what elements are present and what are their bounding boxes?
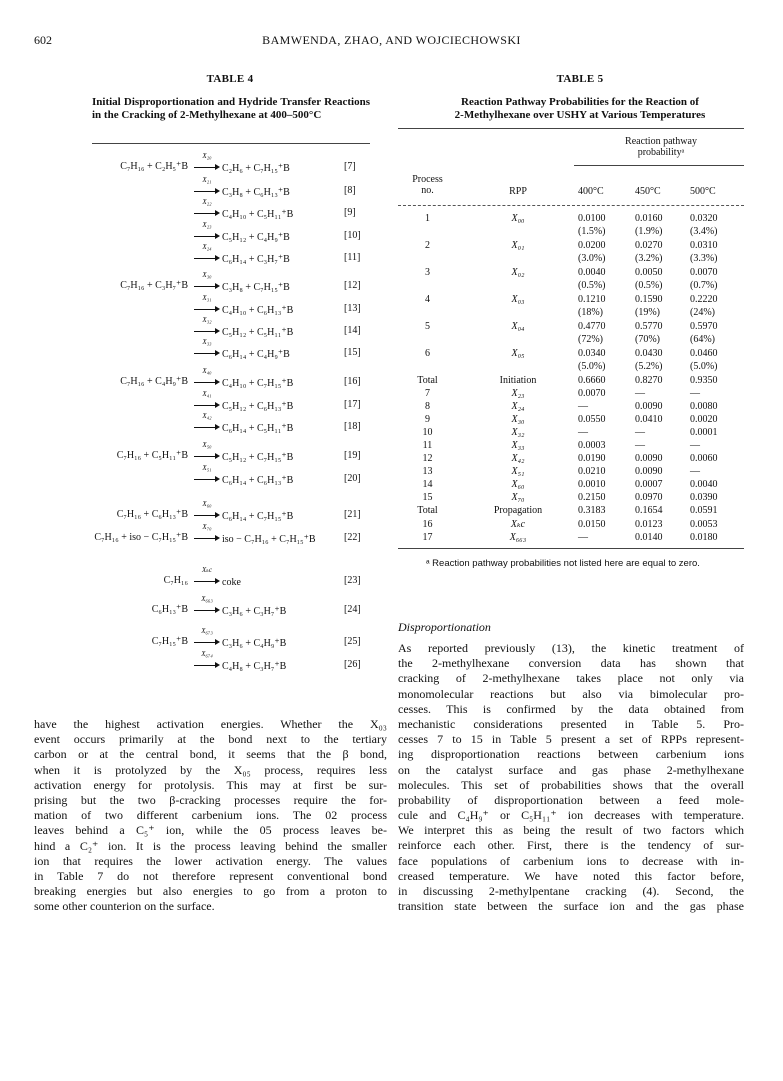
process-number-cell: 1 [425, 213, 430, 224]
reaction-products [192, 627, 287, 649]
value-500c-cell: — [690, 440, 700, 451]
equation-number: [15] [344, 347, 361, 358]
value-500c-cell: 0.0320 [690, 213, 718, 224]
reaction-arrow-icon [194, 627, 220, 646]
value-500c-cell: 0.0001 [690, 427, 718, 438]
reaction-products-text: C₆H₁₄ + C₇H₁₅⁺B [222, 511, 294, 522]
reaction-products-text: C₆H₁₄ + C₃H₇⁺B [222, 254, 290, 265]
process-number-cell: 15 [422, 492, 433, 503]
text-line: carbon or at the central bond, it seems that the β bond, [34, 747, 387, 762]
value-500c-cell: 0.5970 [690, 321, 718, 332]
text-line: transition state between the surface ion and the gas phase [398, 899, 744, 914]
rate-symbol: X₃₀ [202, 271, 212, 279]
value-400c-cell: (1.5%) [578, 226, 606, 237]
value-450c-cell: 0.0160 [635, 213, 663, 224]
table4-title: TABLE 4 [206, 73, 254, 85]
rate-symbol: X₃₁ [202, 294, 212, 302]
equation-number: [23] [344, 575, 361, 586]
value-400c-cell: (5.0%) [578, 361, 606, 372]
value-400c-cell: (0.5%) [578, 280, 606, 291]
reaction-products-text: iso − C₇H₁₆ + C₇H₁₅⁺B [222, 534, 316, 545]
equation-number: [9] [344, 207, 356, 218]
process-number-cell: 6 [425, 348, 430, 359]
text-line: some other counterion on the surface. [34, 899, 215, 914]
process-number-cell: 16 [422, 519, 433, 530]
rpp-cell: X₇₀ [511, 492, 525, 503]
text-line: event occurs primarily at the bond next to the tertiary [34, 732, 387, 747]
value-450c-cell: 0.5770 [635, 321, 663, 332]
value-450c-cell: 0.8270 [635, 375, 663, 386]
rate-symbol: Xₖc [202, 566, 212, 574]
process-number-cell: 3 [425, 267, 430, 278]
reaction-products [192, 338, 290, 360]
process-number-cell: 5 [425, 321, 430, 332]
table5-caption-line: 2-Methylhexane over USHY at Various Temperatures [454, 109, 706, 121]
value-400c-cell: 0.0070 [578, 388, 606, 399]
right-column-paragraph [398, 641, 744, 914]
equation-number: [20] [344, 473, 361, 484]
value-500c-cell: (5.0%) [690, 361, 718, 372]
equation-number: [7] [344, 161, 356, 172]
table5-bottom-rule [398, 548, 744, 549]
reaction-reactants: C₆H₁₃⁺B [151, 604, 188, 615]
text-line: As reported previously (13), the kinetic treatment of [398, 641, 744, 655]
rate-symbol: X₅₀ [202, 441, 212, 449]
text-line: in Table 7 do not therefore represent conventional bond [34, 868, 387, 883]
reaction-products-text: C₄H₁₀ + C₅H₁₁⁺B [222, 209, 294, 220]
text-line: on the catalyst surface and gas phase 2-methylhexane [398, 762, 744, 777]
value-400c-cell: 0.1210 [578, 294, 606, 305]
value-400c-cell: 0.0200 [578, 240, 606, 251]
reaction-products-text: C₃H₈ + C₇H₁₅⁺B [222, 282, 290, 293]
text-line: cracking of 2-methylhexane takes place not only via [398, 671, 744, 686]
value-450c-cell: 0.0090 [635, 453, 663, 464]
equation-number: [18] [344, 421, 361, 432]
reaction-arrow-icon [194, 221, 220, 240]
rpp-cell: X₆₀ [511, 479, 525, 490]
reaction-reactants: C₇H₁₅⁺B [151, 636, 188, 647]
rate-symbol: X₆₇₃ [201, 627, 213, 635]
col-header-line: Process [412, 174, 443, 185]
text-line: mechanistic considerations presented in Table 5. Pro- [398, 716, 744, 731]
process-number-cell: 7 [425, 388, 430, 399]
value-400c-cell: 0.0340 [578, 348, 606, 359]
reaction-arrow-icon [194, 523, 220, 542]
reaction-products [192, 152, 290, 174]
reaction-products-text: C₃H₆ + C₄H₉⁺B [222, 638, 287, 649]
value-400c-cell: 0.0100 [578, 213, 606, 224]
reaction-products-text: C₂H₆ + C₇H₁₅⁺B [222, 163, 290, 174]
text-line: have the highest activation energies. Whether the X₀₃ [34, 717, 387, 731]
reaction-arrow-icon [194, 441, 220, 460]
equation-number: [17] [344, 399, 361, 410]
equation-number: [22] [344, 532, 361, 543]
value-500c-cell: 0.0390 [690, 492, 718, 503]
value-500c-cell: (3.4%) [690, 226, 718, 237]
reaction-reactants: C₇H₁₆ + C₃H₇⁺B [120, 280, 188, 291]
value-500c-cell: 0.0020 [690, 414, 718, 425]
text-line: We interpret this as being the result of two factors which [398, 823, 744, 838]
reaction-reactants: C₇H₁₆ + C₂H₅⁺B [120, 161, 188, 172]
reaction-arrow-icon [194, 650, 220, 669]
reaction-arrow-icon [194, 176, 220, 195]
rate-symbol: X₂₀ [202, 152, 212, 160]
reaction-products-text: C₄H₈ + C₃H₇⁺B [222, 661, 287, 672]
text-line: cesses 7 to 15 in Table 5 present a set of RPPs represent- [398, 732, 744, 747]
table5-footnote: ᵃ Reaction pathway probabilities not listed here are equal to zero. [426, 558, 700, 569]
reaction-arrow-icon [194, 566, 220, 585]
value-400c-cell: 0.2150 [578, 492, 606, 503]
value-500c-cell: (64%) [690, 334, 715, 345]
rpp-cell: X₀₂ [511, 267, 525, 278]
reaction-products [192, 595, 287, 617]
value-450c-cell: — [635, 388, 645, 399]
value-400c-cell: 0.0010 [578, 479, 606, 490]
group-header-line: probabilityᵃ [637, 147, 685, 158]
reaction-products [192, 316, 294, 338]
running-head-authors: BAMWENDA, ZHAO, AND WOJCIECHOWSKI [262, 33, 521, 47]
reaction-arrow-icon [194, 271, 220, 290]
equation-number: [11] [344, 252, 361, 263]
value-500c-cell: 0.0053 [690, 519, 718, 530]
reaction-products-text: C₃H₈ + C₆H₁₃⁺B [222, 187, 290, 198]
col-header-500: 500°C [690, 186, 716, 197]
text-line: reinforce each other. First, there is the tendency of sur- [398, 838, 744, 853]
reaction-products [192, 650, 287, 672]
value-500c-cell: 0.0180 [690, 532, 718, 543]
value-450c-cell: 0.0007 [635, 479, 663, 490]
rate-symbol: X₄₁ [202, 390, 212, 398]
table5-caption-line: Reaction Pathway Probabilities for the Reaction of [461, 96, 699, 108]
text-line: cule and C₄H₉⁺ or C₅H₁₁⁺ ion decreases with temperature. [398, 808, 744, 823]
reaction-products-text: C₆H₁₄ + C₆H₁₃⁺B [222, 475, 294, 486]
text-line: in discussing 2-methylpentane cracking (4). Second, the [398, 884, 744, 898]
value-450c-cell: 0.0123 [635, 519, 663, 530]
reaction-products [192, 464, 294, 486]
text-line: creased temperature. We have noted this factor before, [398, 868, 744, 883]
table4-caption: Initial Disproportionation and Hydride Transfer Reactions in the Cracking of 2-Methylhexane at 400–500°C [92, 96, 370, 121]
equation-number: [21] [344, 509, 361, 520]
process-number-cell: 4 [425, 294, 430, 305]
reaction-reactants: C₇H₁₆ [163, 575, 188, 586]
reaction-arrow-icon [194, 367, 220, 386]
rate-symbol: X₄₀ [202, 367, 212, 375]
value-500c-cell: 0.0060 [690, 453, 718, 464]
text-line: molecules. This set of probabilities shows that the overall [398, 777, 744, 792]
rate-symbol: X₂₁ [202, 176, 212, 184]
reaction-arrow-icon [194, 500, 220, 519]
value-450c-cell: (3.2%) [635, 253, 663, 264]
rpp-cell: X₀₃ [511, 294, 525, 305]
rate-symbol: X₅₁ [202, 464, 212, 472]
section-heading: Disproportionation [398, 620, 491, 634]
reaction-products [192, 523, 316, 545]
text-line: monomolecular reactions but also via bimolecular pro- [398, 686, 744, 701]
process-number-cell: 13 [422, 466, 433, 477]
reaction-products-text: C₆H₁₄ + C₄H₉⁺B [222, 349, 290, 360]
value-450c-cell: 0.0970 [635, 492, 663, 503]
value-450c-cell: (0.5%) [635, 280, 663, 291]
equation-number: [19] [344, 450, 361, 461]
value-400c-cell: 0.0003 [578, 440, 606, 451]
value-500c-cell: (0.7%) [690, 280, 718, 291]
process-number-cell: 10 [422, 427, 433, 438]
reaction-arrow-icon [194, 412, 220, 431]
reaction-reactants: C₇H₁₆ + C₄H₉⁺B [120, 376, 188, 387]
text-line: ing disproportionation reactions between carbenium ions [398, 747, 744, 762]
reaction-reactants: C₇H₁₆ + C₅H₁₁⁺B [116, 450, 188, 461]
running-header [0, 33, 783, 49]
rate-symbol: X₃₃ [202, 338, 212, 346]
process-number-cell: 17 [422, 532, 433, 543]
text-line: prising but the two β-cracking processes require the for- [34, 792, 387, 807]
table4-top-rule [92, 143, 370, 144]
value-450c-cell: 0.1590 [635, 294, 663, 305]
value-500c-cell: 0.2220 [690, 294, 718, 305]
reaction-products [192, 390, 294, 412]
rpp-cell: X₆₆₃ [509, 532, 527, 543]
equation-number: [14] [344, 325, 361, 336]
equation-number: [13] [344, 303, 361, 314]
value-500c-cell: 0.9350 [690, 375, 718, 386]
value-450c-cell: 0.0090 [635, 466, 663, 477]
process-number-cell: 12 [422, 453, 433, 464]
value-450c-cell: 0.0140 [635, 532, 663, 543]
value-500c-cell: 0.0460 [690, 348, 718, 359]
value-450c-cell: 0.0050 [635, 267, 663, 278]
value-400c-cell: 0.0550 [578, 414, 606, 425]
reaction-products [192, 294, 294, 316]
reaction-products-text: C₅H₁₂ + C₄H₉⁺B [222, 232, 290, 243]
equation-number: [26] [344, 659, 361, 670]
table5-caption [430, 96, 730, 122]
rpp-cell: X₃₂ [511, 427, 525, 438]
reaction-products [192, 243, 290, 265]
rate-symbol: X₆₆₃ [201, 595, 213, 603]
value-400c-cell: 0.0150 [578, 519, 606, 530]
value-500c-cell: 0.0591 [690, 505, 718, 516]
equation-number: [24] [344, 604, 361, 615]
rpp-cell: X₀₀ [511, 213, 525, 224]
equation-number: [16] [344, 376, 361, 387]
reaction-products-text: C₄H₁₀ + C₆H₁₃⁺B [222, 305, 294, 316]
equation-number: [8] [344, 185, 356, 196]
value-500c-cell: 0.0040 [690, 479, 718, 490]
text-line: face populations of carbenium ions to decrease with in- [398, 853, 744, 868]
value-400c-cell: — [578, 427, 588, 438]
text-line: when it is protolyzed by the X₀₅ process, requires less [34, 762, 387, 777]
col-header-rpp: RPP [509, 186, 527, 197]
text-line: hind a C₂⁺ ion. It is the process leaving behind the smaller [34, 838, 387, 853]
reaction-products-text: C₅H₁₂ + C₆H₁₃⁺B [222, 401, 294, 412]
group-header-line: Reaction pathway [625, 136, 697, 147]
value-450c-cell: (70%) [635, 334, 660, 345]
value-450c-cell: 0.0410 [635, 414, 663, 425]
value-400c-cell: 0.6660 [578, 375, 606, 386]
col-header-process [400, 174, 455, 196]
reaction-arrow-icon [194, 464, 220, 483]
process-number-cell: 11 [422, 440, 433, 451]
rate-symbol: X₂₃ [202, 221, 212, 229]
table5-title: TABLE 5 [556, 73, 604, 85]
value-400c-cell: (3.0%) [578, 253, 606, 264]
reaction-arrow-icon [194, 152, 220, 171]
reaction-products-text: C₅H₁₂ + C₇H₁₅⁺B [222, 452, 294, 463]
text-line: ion that requires the lower activation energy. The values [34, 853, 387, 868]
reaction-arrow-icon [194, 294, 220, 313]
table5-header-rule [398, 205, 744, 206]
reaction-products-text: C₄H₁₀ + C₇H₁₅⁺B [222, 378, 294, 389]
reaction-reactants: C₇H₁₆ + iso − C₇H₁₅⁺B [94, 532, 188, 543]
rpp-cell: Propagation [493, 505, 543, 516]
text-line: cesses. This is confirmed by the data obtained from [398, 701, 744, 716]
rpp-cell: X₄₂ [511, 453, 525, 464]
value-400c-cell: 0.3183 [578, 505, 606, 516]
col-header-450: 450°C [635, 186, 661, 197]
table5-group-rule [574, 165, 744, 166]
rpp-cell: Initiation [499, 375, 537, 386]
value-400c-cell: 0.0190 [578, 453, 606, 464]
value-450c-cell: 0.0430 [635, 348, 663, 359]
equation-number: [10] [344, 230, 361, 241]
reaction-products [192, 566, 241, 588]
left-column-paragraph [34, 717, 387, 914]
reaction-products [192, 176, 290, 198]
table5-top-rule [398, 128, 744, 129]
value-500c-cell: 0.0080 [690, 401, 718, 412]
equation-number: [12] [344, 280, 361, 291]
value-450c-cell: (1.9%) [635, 226, 663, 237]
value-400c-cell: — [578, 532, 588, 543]
reaction-products-text: C₅H₁₂ + C₅H₁₁⁺B [222, 327, 294, 338]
reaction-products [192, 221, 290, 243]
value-450c-cell: — [635, 440, 645, 451]
value-500c-cell: (3.3%) [690, 253, 718, 264]
page-number: 602 [34, 33, 52, 47]
text-line: breaking energies but also energies to go from a proton to [34, 884, 387, 899]
col-header-line: no. [421, 185, 434, 196]
rpp-cell: X₀₁ [511, 240, 525, 251]
value-500c-cell: 0.0310 [690, 240, 718, 251]
reaction-arrow-icon [194, 243, 220, 262]
reaction-products [192, 500, 294, 522]
rpp-cell: Xₖc [510, 519, 526, 530]
process-number-cell: 8 [425, 401, 430, 412]
text-line: probability of disproportionation between a feed mole- [398, 792, 744, 807]
value-450c-cell: (19%) [635, 307, 660, 318]
value-450c-cell: — [635, 427, 645, 438]
rpp-cell: X₂₄ [511, 401, 525, 412]
reaction-products-text: C₆H₁₄ + C₅H₁₁⁺B [222, 423, 294, 434]
rpp-cell: X₃₀ [511, 414, 525, 425]
rpp-cell: X₀₅ [511, 348, 525, 359]
reaction-arrow-icon [194, 338, 220, 357]
reaction-products [192, 271, 290, 293]
rate-symbol: X₆₀ [202, 500, 212, 508]
process-number-cell: 9 [425, 414, 430, 425]
equation-number: [25] [344, 636, 361, 647]
value-500c-cell: 0.0070 [690, 267, 718, 278]
reaction-products [192, 412, 294, 434]
rate-symbol: X₄₂ [202, 412, 212, 420]
process-number-cell: 2 [425, 240, 430, 251]
reaction-arrow-icon [194, 390, 220, 409]
reaction-arrow-icon [194, 595, 220, 614]
process-number-cell: Total [417, 375, 438, 386]
value-450c-cell: (5.2%) [635, 361, 663, 372]
value-400c-cell: 0.4770 [578, 321, 606, 332]
value-400c-cell: 0.0210 [578, 466, 606, 477]
value-450c-cell: 0.0270 [635, 240, 663, 251]
rate-symbol: X₂₂ [202, 198, 212, 206]
reaction-reactants: C₇H₁₆ + C₆H₁₃⁺B [116, 509, 188, 520]
rate-symbol: X₂₄ [202, 243, 212, 251]
value-400c-cell: (18%) [578, 307, 603, 318]
rpp-cell: X₂₃ [511, 388, 525, 399]
col-header-400: 400°C [578, 186, 604, 197]
reaction-arrow-icon [194, 198, 220, 217]
rate-symbol: X₇₀ [202, 523, 212, 531]
value-400c-cell: — [578, 401, 588, 412]
text-line: mation of two different carbenium ions. The 02 process [34, 808, 387, 823]
table5-group-header [578, 136, 744, 158]
value-500c-cell: — [690, 388, 700, 399]
process-number-cell: Total [417, 505, 438, 516]
rpp-cell: X₃₃ [511, 440, 525, 451]
rpp-cell: X₅₁ [511, 466, 525, 477]
reaction-products [192, 367, 294, 389]
reaction-arrow-icon [194, 316, 220, 335]
value-450c-cell: 0.0090 [635, 401, 663, 412]
rate-symbol: X₆₇₄ [201, 650, 213, 658]
value-400c-cell: 0.0040 [578, 267, 606, 278]
value-500c-cell: — [690, 466, 700, 477]
text-line: activation energy for protolysis. This may at first be sur- [34, 777, 387, 792]
text-line: the 2-methylhexane conversion data has shown that [398, 656, 744, 671]
rate-symbol: X₃₂ [202, 316, 212, 324]
text-line: leaves behind a C₅⁺ ion, while the 05 process leaves be- [34, 823, 387, 838]
reaction-products-text: coke [222, 577, 241, 588]
value-500c-cell: (24%) [690, 307, 715, 318]
value-400c-cell: (72%) [578, 334, 603, 345]
reaction-products-text: C₃H₆ + C₃H₇⁺B [222, 606, 287, 617]
value-450c-cell: 0.1654 [635, 505, 663, 516]
reaction-products [192, 198, 294, 220]
process-number-cell: 14 [422, 479, 433, 490]
rpp-cell: X₀₄ [511, 321, 525, 332]
reaction-products [192, 441, 294, 463]
